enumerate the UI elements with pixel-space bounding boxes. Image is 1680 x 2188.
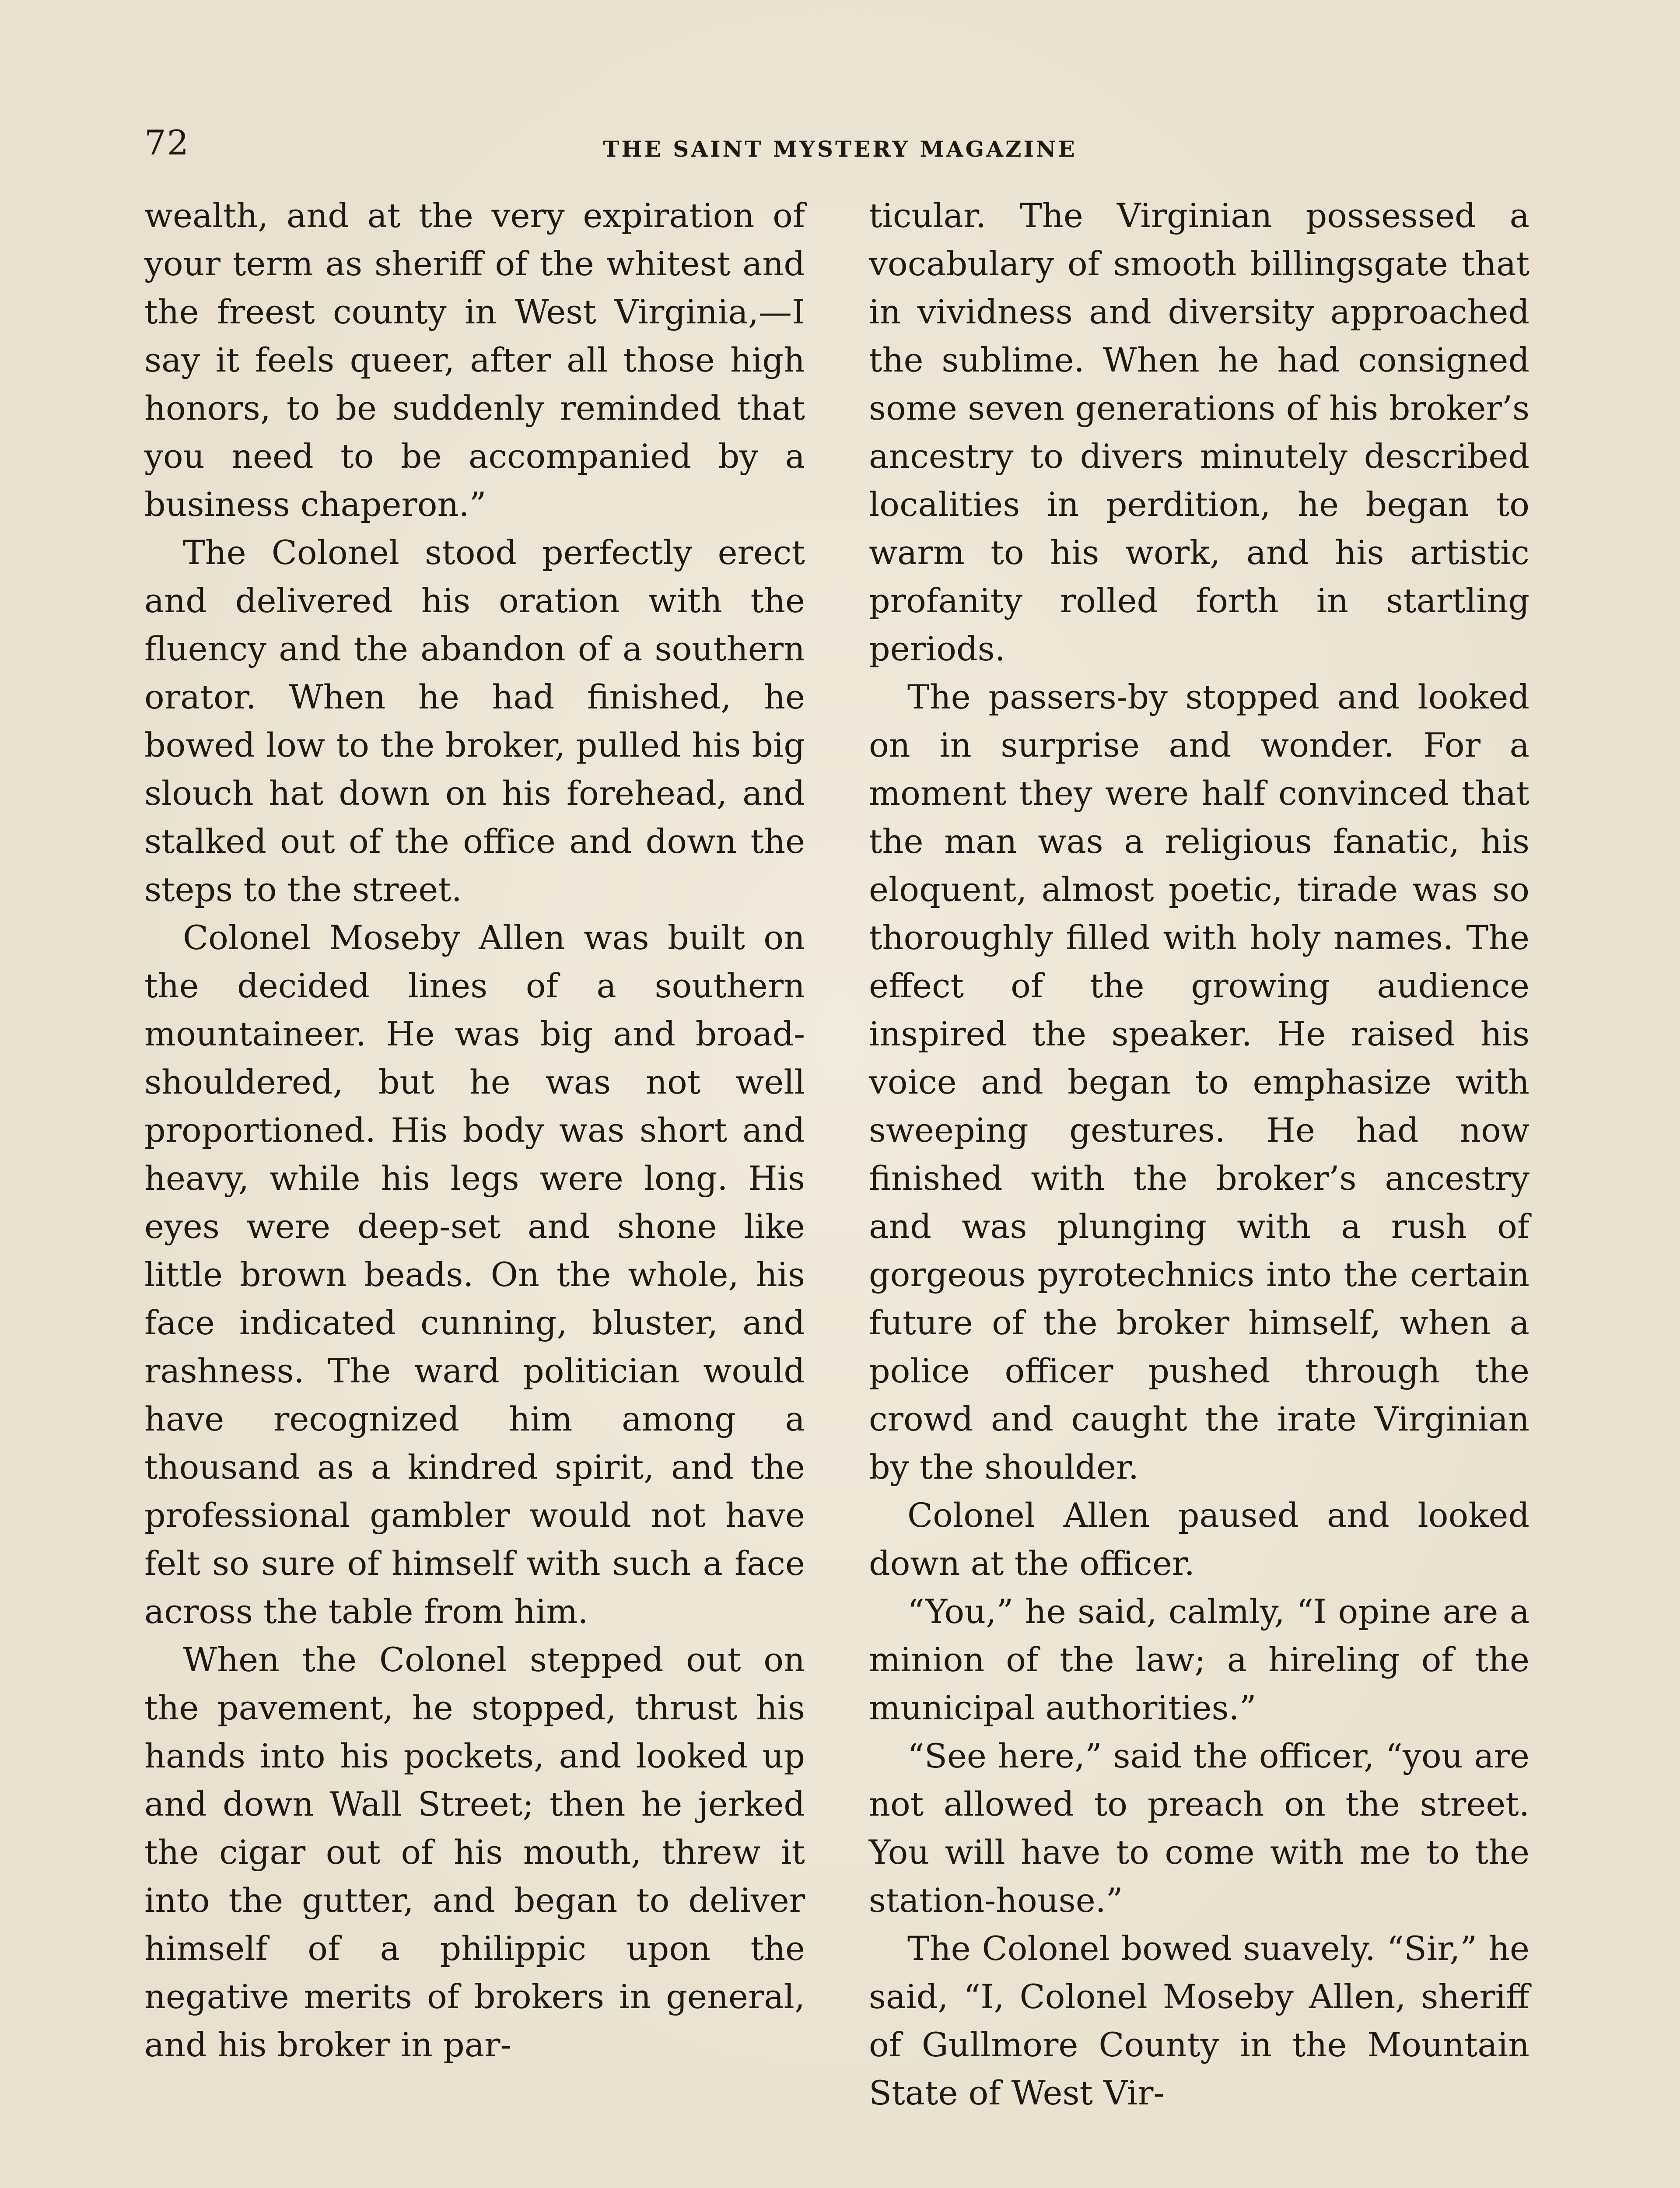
paragraph: When the Colonel stepped out on the pavement, he stopped, thrust his hands into his pockets, and looked up and down Wall Street; then he jerked the cigar out of his mouth, threw it into the gutter, and began to deliver himself of a philippic upon the negative merits of brokers in general, and his broker in par- bbox=[144, 1640, 805, 2064]
paragraph: Colonel Allen paused and looked down at the officer. bbox=[869, 1496, 1530, 1583]
paragraph: The passers-by stopped and looked on in surprise and wonder. For a moment they were half convinced that the man was a religious fanatic, his eloquent, almost poetic, tirade was so thoroughly filled with holy names. The effect of the growing audience inspired the speaker. He raised his voice and began to emphasize with sweeping gestures. He had now finished with the broker’s ancestry and was plunging with a rush of gorgeous pyrotechnics into the certain future of the broker himself, when a police officer pushed through the crowd and caught the irate Virginian by the shoulder. bbox=[869, 677, 1530, 1487]
paragraph: “See here,” said the officer, “you are not allowed to preach on the street. You will have to come with me to the station-house.” bbox=[869, 1736, 1530, 1920]
right-column bbox=[869, 192, 1530, 2117]
paragraph: The Colonel stood perfectly erect and delivered his oration with the fluency and the abandon of a southern orator. When he had finished, he bowed low to the broker, pulled his big slouch hat down on his forehead, and stalked out of the office and down the steps to the street. bbox=[144, 533, 805, 909]
paragraph: Colonel Moseby Allen was built on the decided lines of a southern mountaineer. He was big and broad-shouldered, but he was not well proportioned. His body was short and heavy, while his legs were long. His eyes were deep-set and shone like little brown beads. On the whole, his face indicated cunning, bluster, and rashness. The ward politician would have recognized him among a thousand as a kindred spirit, and the professional gambler would not have felt so sure of himself with such a face across the table from him. bbox=[144, 918, 805, 1631]
left-column bbox=[144, 192, 805, 2069]
running-title: THE SAINT MYSTERY MAGAZINE bbox=[603, 136, 1077, 162]
paragraph: wealth, and at the very expiration of your term as sheriff of the whitest and the freest county in West Virginia,—I say it feels queer, after all those high honors, to be suddenly reminded that you need to be accompanied by a business chaperon.” bbox=[144, 196, 805, 524]
paragraph: The Colonel bowed suavely. “Sir,” he said, “I, Colonel Moseby Allen, sheriff of Gullmore County in the Mountain State of West Vir- bbox=[869, 1929, 1530, 2112]
page-number: 72 bbox=[144, 123, 190, 163]
paragraph: ticular. The Virginian possessed a vocabulary of smooth billingsgate that in vividness and diversity approached the sublime. When he had consigned some seven generations of his broker’s ancestry to divers minutely described localities in perdition, he began to warm to his work, and his artistic profanity rolled forth in startling periods. bbox=[869, 196, 1530, 668]
paragraph: “You,” he said, calmly, “I opine are a minion of the law; a hireling of the municipal authorities.” bbox=[869, 1592, 1530, 1727]
